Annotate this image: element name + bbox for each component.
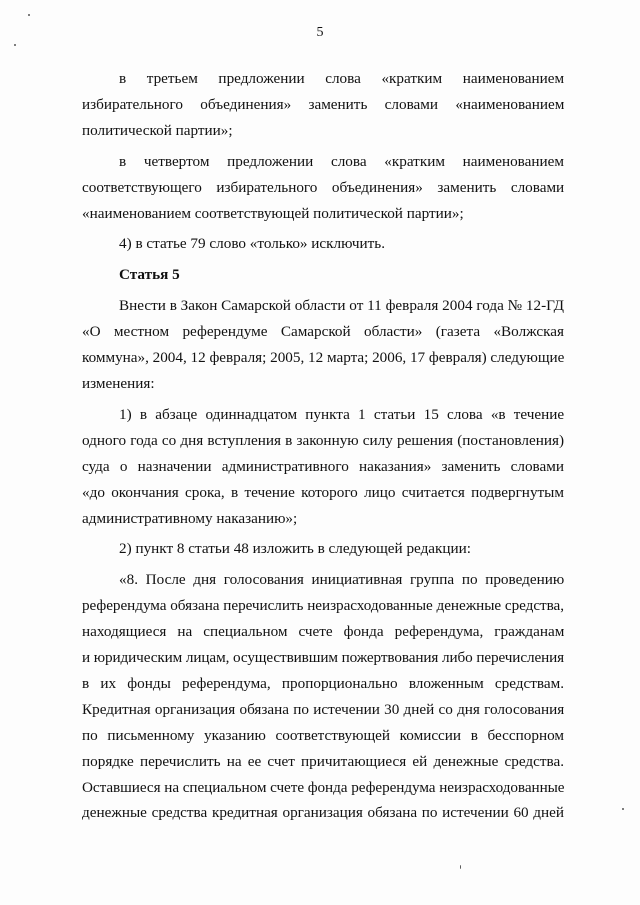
text-line: «О местном референдуме Самарской области» (газета «Волжская — [82, 323, 564, 341]
text-line: по письменному указанию соответствующей комиссии в бесспорном — [82, 726, 564, 744]
text-line: «8. После дня голосования инициативная группа по проведению — [119, 571, 565, 589]
text-line: 2) пункт 8 статьи 48 изложить в следующей редакции: — [119, 540, 472, 558]
text-line: в их фонды референдума, пропорционально вложенным средствам. — [82, 674, 564, 692]
text-line: коммуна», 2004, 12 февраля; 2005, 12 марта; 2006, 17 февраля) следующие — [82, 349, 565, 367]
paragraph-item-2 — [82, 536, 564, 562]
text-line: «до окончания срока, в течение которого лицо считается подвергнутым — [82, 483, 564, 501]
text-line: Кредитная организация обязана по истечении 30 дней со дня голосования — [82, 700, 565, 718]
text-line: денежные средства кредитная организация обязана по истечении 60 дней — [82, 804, 565, 822]
paragraph-item-4 — [82, 231, 564, 257]
scan-speck — [28, 14, 30, 16]
text-line: изменения: — [82, 374, 155, 392]
text-line: Внести в Закон Самарской области от 11 февраля 2004 года № 12-ГД — [119, 297, 564, 315]
text-line: административному наказанию»; — [82, 509, 298, 527]
text-line: суда о назначении административного наказания» заменить словами — [82, 457, 564, 475]
text-line: одного года со дня вступления в законную силу решения (постановления) — [82, 431, 564, 449]
scan-speck — [14, 44, 16, 46]
document-body — [82, 66, 564, 826]
text-line: порядке перечислить на ее счет причитающиеся ей денежные средства. — [82, 752, 565, 770]
page-number: 5 — [316, 25, 324, 40]
paragraph-amend-law — [82, 293, 564, 397]
paragraph-item-1 — [82, 402, 564, 532]
paragraph-third-sentence — [82, 66, 564, 144]
text-line: референдума обязана перечислить неизрасходованные денежные средства, — [82, 597, 564, 615]
text-line: избирательного объединения» заменить словами «наименованием — [82, 95, 565, 113]
text-line: 4) в статье 79 слово «только» исключить. — [119, 235, 386, 253]
scan-speck — [622, 808, 624, 810]
article-heading — [82, 262, 564, 288]
text-line: политической партии»; — [82, 121, 233, 139]
paragraph-fourth-sentence — [82, 149, 564, 227]
text-line: «наименованием соответствующей политической партии»; — [82, 204, 464, 222]
text-line: находящиеся на специальном счете фонда референдума, гражданам — [82, 623, 565, 641]
text-line: и юридическим лицам, осуществившим пожертвования либо перечисления — [82, 649, 564, 667]
text-line: в третьем предложении слова «кратким наименованием — [119, 70, 565, 87]
text-line: в четвертом предложении слова «кратким наименованием — [119, 152, 564, 170]
scan-speck — [460, 865, 461, 869]
text-line: Оставшиеся на специальном счете фонда референдума неизрасходованные — [82, 778, 565, 796]
text-line: 1) в абзаце одиннадцатом пункта 1 статьи 15 слова «в течение — [119, 405, 565, 423]
text-line: соответствующего избирательного объединения» заменить словами — [82, 178, 565, 196]
paragraph-clause-8 — [82, 567, 564, 826]
article-title: Статья 5 — [119, 266, 180, 284]
